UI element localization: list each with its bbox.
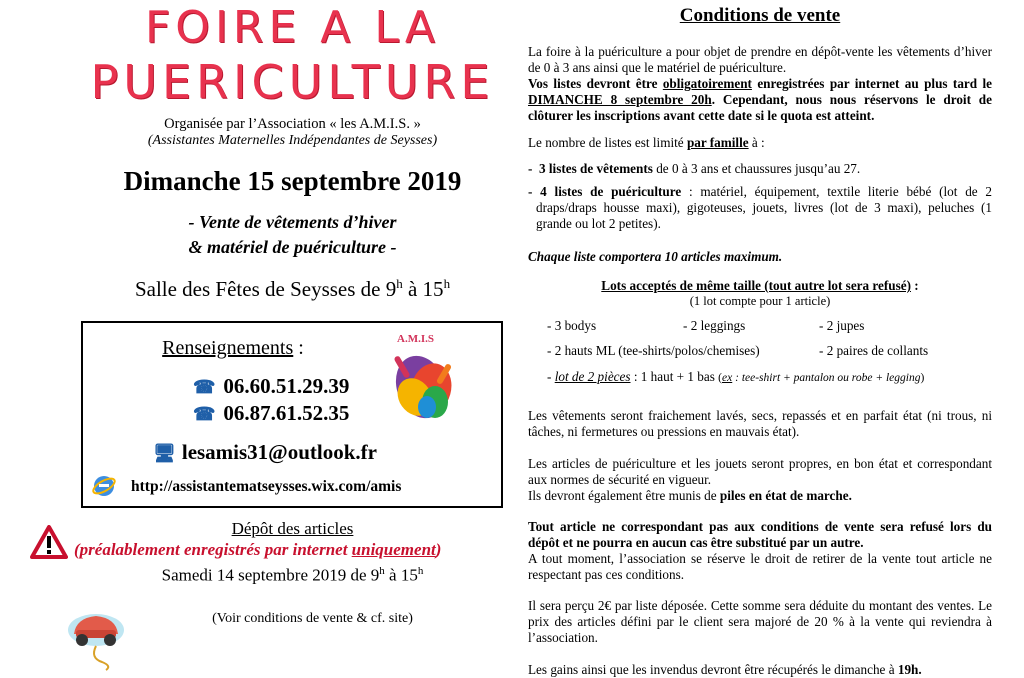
lots-heading: Lots acceptés de même taille (tout autre lot sera refusé) : (601, 278, 919, 293)
batteries-condition: Ils devront également être munis de piles en état de marche. (528, 488, 852, 503)
email-link[interactable]: 🖥 lesamis31@outlook.fr (153, 440, 377, 464)
conditions-column (528, 0, 992, 675)
lot-item-two-pieces: - lot de 2 pièces : 1 haut + 1 bas (ex : tee-shirt + pantalon ou robe + legging) (547, 369, 925, 384)
organiser-line: Organisée par l’Association « les A.M.I.S. » (164, 116, 421, 132)
event-date: Dimanche 15 septembre 2019 (123, 166, 462, 196)
phone-icon: ☎ (193, 404, 216, 424)
list-limit: Le nombre de listes est limité par famille à : (528, 135, 765, 150)
deposit-heading: Dépôt des articles (231, 519, 354, 538)
flyer-title-line1: FOIRE A LA (145, 2, 440, 53)
phone-2[interactable]: ☎ 06.87.61.52.35 (193, 401, 350, 425)
lots-note: (1 lot compte pour 1 article) (689, 294, 831, 308)
clothes-condition: Les vêtements seront fraichement lavés, secs, repassés et en parfait état (ni trous, ni tâches, ni fermetures ou pressions en mauvais état). (528, 408, 992, 439)
warning-icon (30, 525, 68, 559)
lot-item: - 2 hauts ML (tee-shirts/polos/chemises) (547, 343, 760, 358)
amis-hands-logo: A.M.I.S (383, 327, 465, 427)
withdraw-rule: A tout moment, l’association se réserve le droit de retirer de la vente tout article ne respectant pas ces conditions. (528, 551, 992, 582)
conditions-title: Conditions de vente (679, 5, 841, 26)
registration-deadline: Vos listes devront être obligatoirement enregistrées par internet au plus tard le DIMANCHE 8 septembre 20h. Cependant, nous nous réservons le droit de clôturer les inscriptions avant cette date si le quota est atteint. (528, 76, 992, 123)
see-conditions: (Voir conditions de vente & cf. site) (212, 611, 413, 626)
event-venue: Salle des Fêtes de Seysses de 9$^h$ à 15$^h$ (134, 276, 451, 301)
computer-icon: 🖥 (153, 443, 176, 463)
items-condition: Les articles de puériculture et les jouets seront propres, en bon état et correspondant aux normes de sécurité en vigueur. (528, 456, 992, 487)
phone-icon: ☎ (193, 377, 216, 397)
event-subtitle-line1: - Vente de vêtements d’hiver (188, 212, 397, 232)
gains-rule: Les gains ainsi que les invendus devront être récupérés le dimanche à 19h. (528, 662, 922, 677)
lot-item: - 2 leggings (683, 318, 746, 333)
list-rule-puericulture: - 4 listes de puériculture : matériel, équipement, textile literie bébé (lot de 2 draps/draps housse maxi), gigoteuses, jouets, livres (lot de 3 maxi), peluches (1 grande ou lot 2 petites). (528, 184, 992, 231)
flyer-title-line2: PUERICULTURE (90, 55, 495, 109)
fee-rule: Il sera perçu 2€ par liste déposée. Cette somme sera déduite du montant des ventes. Le prix des articles défini par le client sera majoré de 20 % à la vente qui reviendra à l’association. (528, 598, 992, 645)
lot-item: - 2 jupes (819, 318, 865, 333)
association-full-name: (Assistantes Maternelles Indépendantes de Seysses) (147, 133, 438, 148)
deposit-note: (préalablement enregistrés par internet uniquement) (74, 540, 442, 559)
lot-item: - 2 paires de collants (819, 343, 929, 358)
max-articles: Chaque liste comportera 10 articles maximum. (528, 249, 783, 264)
contact-heading: Renseignements : (162, 337, 304, 359)
contact-box (81, 321, 503, 508)
deposit-date: Samedi 14 septembre 2019 de 9$^h$ à 15$^h$ (161, 565, 424, 585)
lot-item: - 3 bodys (547, 318, 597, 333)
event-subtitle-line2: & matériel de puériculture - (188, 237, 397, 257)
conditions-intro: La foire à la puériculture a pour objet de prendre en dépôt-vente les vêtements d’hiver de 0 à 3 ans ainsi que le matériel de puériculture. (528, 44, 992, 75)
website-link[interactable]: http://assistantematseysses.wix.com/amis (131, 478, 402, 495)
phone-1[interactable]: ☎ 06.60.51.29.39 (193, 374, 350, 398)
internet-explorer-icon (91, 473, 117, 499)
list-rule-clothing: - 3 listes de vêtements de 0 à 3 ans et chaussures jusqu’au 27. (528, 161, 861, 176)
flyer-left-column (40, 0, 545, 675)
refusal-rule: Tout article ne correspondant pas aux conditions de vente sera refusé lors du dépôt et ne pourra en aucun cas être substitué par un autre. (528, 519, 992, 550)
